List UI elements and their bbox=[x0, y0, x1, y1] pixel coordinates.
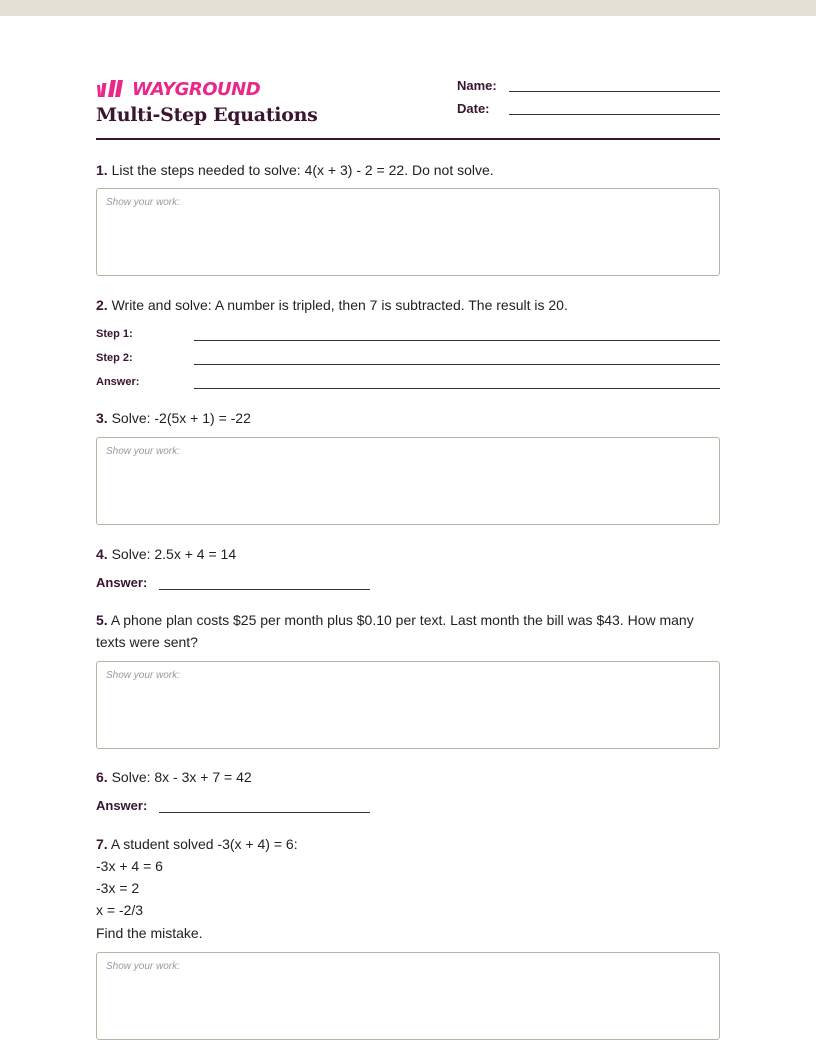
question-2 bbox=[96, 294, 720, 316]
question-5 bbox=[96, 609, 720, 653]
date-row bbox=[457, 101, 720, 124]
question-number: 3. bbox=[96, 410, 108, 426]
question-7 bbox=[96, 833, 720, 855]
brand-name: WAYGROUND bbox=[132, 78, 261, 100]
step-2-field[interactable] bbox=[194, 364, 720, 365]
wayground-logo-icon bbox=[96, 79, 128, 99]
step-1-field[interactable] bbox=[194, 340, 720, 341]
question-7-prompt: Find the mistake. bbox=[96, 925, 203, 941]
work-box-1[interactable] bbox=[96, 188, 720, 276]
worksheet-header bbox=[96, 78, 720, 140]
brand-logo bbox=[96, 78, 260, 100]
question-1 bbox=[96, 159, 720, 181]
answer-label: Answer: bbox=[96, 575, 148, 590]
student-info bbox=[457, 78, 720, 124]
name-field[interactable] bbox=[509, 91, 720, 92]
question-text: A phone plan costs $25 per month plus $0.10 per text. Last month the bill was $43. How many texts were sent? bbox=[96, 612, 694, 650]
work-box-7[interactable] bbox=[96, 952, 720, 1040]
work-hint: Show your work: bbox=[106, 197, 180, 208]
question-number: 1. bbox=[96, 162, 108, 178]
name-label: Name: bbox=[457, 78, 497, 93]
date-label: Date: bbox=[457, 101, 490, 116]
question-text: Solve: 8x - 3x + 7 = 42 bbox=[111, 769, 252, 785]
question-text: Solve: 2.5x + 4 = 14 bbox=[111, 546, 237, 562]
question-number: 7. bbox=[96, 836, 108, 852]
work-box-3[interactable] bbox=[96, 437, 720, 525]
date-field[interactable] bbox=[509, 114, 720, 115]
answer-label: Answer: bbox=[96, 376, 140, 388]
question-text: List the steps needed to solve: 4(x + 3) - 2 = 22. Do not solve. bbox=[111, 162, 494, 178]
answer-field[interactable] bbox=[194, 388, 720, 389]
question-text: Solve: -2(5x + 1) = -22 bbox=[111, 410, 251, 426]
worked-step-2: -3x = 2 bbox=[96, 880, 140, 896]
work-hint: Show your work: bbox=[106, 670, 180, 681]
step-2-label: Step 2: bbox=[96, 352, 133, 364]
question-number: 5. bbox=[96, 612, 108, 628]
header-divider bbox=[96, 138, 720, 140]
worked-step-1: -3x + 4 = 6 bbox=[96, 858, 163, 874]
answer-row-2 bbox=[96, 374, 720, 394]
name-row bbox=[457, 78, 720, 101]
answer-field[interactable] bbox=[159, 812, 370, 813]
question-number: 4. bbox=[96, 546, 108, 562]
page-top-strip bbox=[0, 0, 816, 16]
work-box-5[interactable] bbox=[96, 661, 720, 749]
answer-field[interactable] bbox=[159, 589, 370, 590]
answer-label: Answer: bbox=[96, 798, 148, 813]
answer-row-4 bbox=[96, 573, 396, 595]
answer-row-6 bbox=[96, 796, 396, 818]
question-number: 6. bbox=[96, 769, 108, 785]
step-1-row bbox=[96, 326, 720, 346]
work-hint: Show your work: bbox=[106, 446, 180, 457]
work-hint: Show your work: bbox=[106, 961, 180, 972]
question-4 bbox=[96, 543, 720, 565]
step-1-label: Step 1: bbox=[96, 328, 133, 340]
question-text: A student solved -3(x + 4) = 6: bbox=[110, 836, 298, 852]
worked-step-3: x = -2/3 bbox=[96, 902, 144, 918]
question-number: 2. bbox=[96, 297, 108, 313]
question-3 bbox=[96, 407, 720, 429]
question-6 bbox=[96, 766, 720, 788]
step-2-row bbox=[96, 350, 720, 370]
page-title: Multi-Step Equations bbox=[96, 104, 318, 126]
question-text: Write and solve: A number is tripled, then 7 is subtracted. The result is 20. bbox=[111, 297, 568, 313]
